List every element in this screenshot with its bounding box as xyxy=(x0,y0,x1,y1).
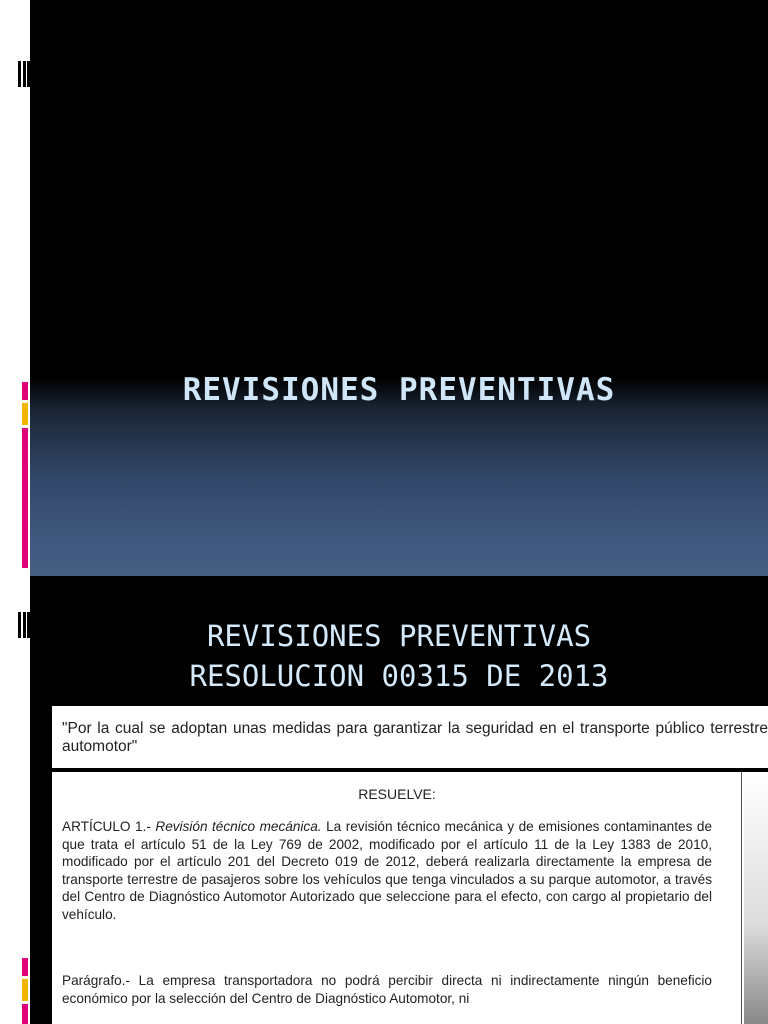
document-page-shadow xyxy=(744,772,768,1024)
resuelve-heading: RESUELVE: xyxy=(358,786,436,802)
document-margin-rule xyxy=(741,772,742,1024)
resolution-quote: "Por la cual se adoptan unas medidas para garantizar la seguridad en el transporte público terrestre automotor" xyxy=(52,706,768,768)
article-1-title: Revisión técnico mecánica. xyxy=(155,819,322,834)
accent-bar-magenta-top xyxy=(22,958,28,976)
accent-bar-yellow xyxy=(22,403,28,425)
accent-bar-magenta xyxy=(22,1004,28,1024)
slide-marker-icon xyxy=(18,612,30,638)
slide-2-title xyxy=(30,616,768,696)
article-1-paragraph: Parágrafo.- La empresa transportadora no podrá percibir directa ni indirectamente ningún beneficio económico por la selección del Centro de Diagnóstico Automotor, ni xyxy=(62,973,712,1006)
article-1 xyxy=(62,818,712,923)
accent-bar-magenta xyxy=(22,428,28,568)
slide-2-title-line-2: RESOLUCION 00315 DE 2013 xyxy=(189,659,609,693)
accent-bar-yellow xyxy=(22,979,28,1001)
slide-2 xyxy=(0,576,768,1024)
article-1-label: ARTÍCULO 1.- xyxy=(62,819,151,834)
accent-bar-magenta-top xyxy=(22,382,28,400)
article-1-text: La revisión técnico mecánica y de emisiones contaminantes de que trata el artículo 51 de la Ley 769 de 2002, modificado por el artículo 11 de la Ley 1383 de 2010, modificado por el artículo 201 del Decreto 019 de 2012, deberá realizarla directamente la empresa de transporte terrestre de pasajeros sobre los vehículos que tenga vinculados a su parque automotor, a través del Centro de Diagnóstico Automotor Autorizado que seleccione para el efecto, con cargo al propietario del vehículo. xyxy=(62,819,712,922)
slide-2-left-edge xyxy=(0,576,30,1024)
slide-marker-icon xyxy=(18,61,30,87)
document-excerpt xyxy=(52,772,768,1024)
slide-2-title-line-1: REVISIONES PREVENTIVAS xyxy=(206,619,592,653)
slide-1-title: REVISIONES PREVENTIVAS xyxy=(182,372,616,408)
